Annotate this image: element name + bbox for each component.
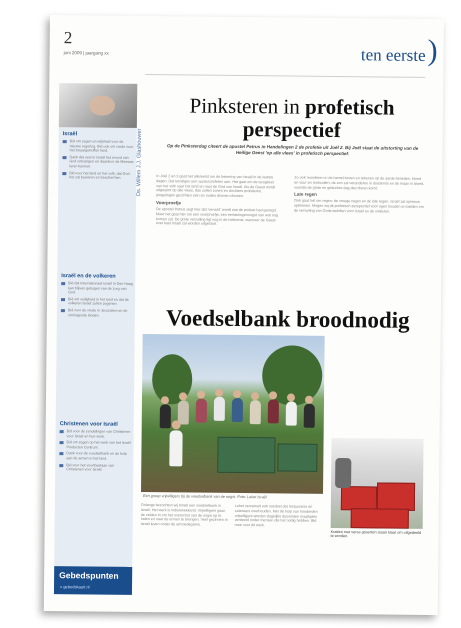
green-bin — [277, 443, 317, 471]
section-title — [360, 33, 438, 68]
list-item: Bid om veiligheid in het land en dat de volkeren Israël zullen zegenen. — [61, 297, 133, 307]
list-item: Bid om zegen en wijsheid voor de nieuwe regering. Bid ook om vrede voor het zwaargetroffen land. — [63, 139, 135, 154]
person-figure — [232, 398, 243, 422]
sidebar-section-israel — [62, 131, 135, 183]
list-item: Bid dat Internationaal Israël in Den Haag kan blijven getuigen van de zorg van God. — [61, 281, 133, 296]
red-crate — [351, 508, 409, 529]
list-item: Bid voor het land en het volk, dat God het zal bewaren en beschermen. — [62, 171, 134, 181]
date-line: juni 2009 | jaargang xx — [63, 50, 109, 56]
page-number: 2 — [63, 28, 73, 48]
green-bin — [217, 437, 275, 474]
person-head — [179, 392, 187, 400]
person-figure — [196, 399, 207, 423]
sidebar-list — [62, 139, 134, 181]
person-figure — [268, 399, 279, 423]
bracket-icon: ) — [427, 33, 438, 68]
gebedspunten-link[interactable]: » gebedskaart.nl — [59, 584, 90, 590]
body-text: Onlangs bezochten wij Israël een voedselbank in Israël. Het werk is indrukwekkend. Vrijwilligers gaan de velden in om het overschot van de oogst op te halen en naar de armen te brengen. Veel gezinnen in Israël leven onder de armoedegrens. — [140, 502, 228, 527]
article2-column-2 — [235, 504, 323, 529]
list-item: Dank dat veel in Israël het woord van God ontvangen en daardoor de Messias leren kennen. — [62, 155, 134, 170]
newspaper-page — [44, 15, 444, 615]
person-figure — [286, 401, 297, 425]
person-head — [251, 392, 259, 400]
list-item: Bid voor de vrede in Jeruzalem en de omringende landen. — [61, 308, 133, 318]
article2-column-1 — [141, 503, 229, 528]
header-rule — [145, 74, 425, 78]
sidebar-heading: Christenen voor Israël — [59, 421, 118, 428]
sidebar-list — [61, 281, 133, 318]
person-head — [305, 396, 313, 404]
person-figure — [160, 404, 171, 428]
photo2-caption: Kratten met verse groenten staan klaar om uitgedeeld te worden. — [330, 529, 422, 539]
person-head — [287, 394, 295, 402]
sidebar-list — [59, 429, 131, 473]
photo-caption: Een groep vrijwilligers bij de voedselbank van de oogst. Foto: Leket Israël — [142, 494, 267, 500]
body-text: Leket verzamelt ook voedsel dat restaurants en cateraars overhouden. Met de hulp van honderden vrijwilligers worden dagelijks duizenden maaltijden verdeeld onder mensen die het nodig hebben. Bid mee voor dit werk. — [234, 503, 318, 528]
sidebar-heading: Israël — [62, 131, 78, 138]
red-crate — [341, 486, 377, 510]
sidebar-heading: Israël en de volkeren — [61, 273, 116, 280]
person-head — [172, 420, 181, 429]
person-figure — [250, 400, 261, 424]
author-byline — [136, 126, 151, 206]
section-title-text: ten eerste — [360, 45, 426, 65]
article-title — [157, 94, 427, 143]
person-head — [233, 390, 241, 398]
subheading: Late regen — [294, 191, 317, 198]
person-figure — [335, 458, 351, 488]
article-lead: Op de Pinksterdag citeert de apostel Petrus in Handelingen 2 de profetie uit Joël 2. Bij Joël staat de uitstorting van de Heilige Geest 'op alle vlees' in profetisch perspectief. — [166, 143, 419, 156]
text-block — [156, 174, 280, 199]
article2-title: Voedselbank broodnodig — [165, 305, 410, 333]
prayer-sidebar — [54, 83, 137, 590]
article-column-1 — [156, 174, 281, 227]
person-figure — [214, 397, 225, 421]
body-text: In Joël 2 en 3 gaat het allereerst om de bekering van Israël in de laatste dagen. Dat kondigen een aantal profeten aan. Het gaat om de terugkeer van het volk naar het land en naar de God van Israël. Als de Geest wordt uitgestort op alle vlees, dan zullen zonen en dochters profeteren, jongelingen gezichten zien en ouden dromen dromen. — [156, 174, 276, 199]
list-item: Dank voor de voedselbank en de hulp aan de armen in het land. — [59, 451, 131, 461]
list-item: Bid voor het voortbestaan van Christenen voor Israël. — [59, 463, 131, 473]
person-head — [269, 391, 277, 399]
volunteers-group-photo — [141, 334, 325, 494]
body-text: Ook gaat het om regen: de vroege regen en de late regen. Israël zal opnieuw opbloeien. Mogen wij dit profetisch perspectief voor ogen houden en bidden om de vervulling van Gods beloften voor Israël en de volkeren. — [293, 198, 424, 214]
body-text: De apostel Petrus zegt hier dat 'vervuld' wordt wat de profeet had gezegd. Maar het gaat hier om een voorproefje, een eerstelingenoogst van wat nog komen zal. De grote vervulling ligt nog in de toekomst, wanneer de Geest over heel Israël zal worden uitgestort. — [155, 207, 278, 227]
title-emphasis: profetisch — [304, 94, 395, 120]
person-head — [161, 396, 169, 404]
sidebar-section-cvi — [59, 421, 132, 475]
title-line-2: perspectief — [242, 117, 341, 143]
hands-shape — [89, 95, 115, 115]
sidebar-section-nations — [61, 273, 133, 320]
subheading: Voorproefje — [156, 200, 181, 206]
body-text: Zo ook 'wonderen in de hemel boven en tekenen op de aarde beneden, bloed en vuur en rookzuilen; de zon zal veranderen in duisternis en de maan in bloed, voordat de grote en geduchte dag des Heren komt'. — [294, 175, 425, 191]
list-item: Bid voor de zendelingen van Christenen voor Israël en hun werk. — [60, 429, 132, 439]
red-crate — [377, 482, 415, 510]
gebedspunten-title: Gebedspunten — [59, 570, 119, 581]
person-figure — [169, 430, 182, 466]
praying-hands-photo — [59, 83, 137, 128]
person-head — [197, 391, 205, 399]
list-item: Bid om zegen op het werk van het Israël Producten Centrum. — [59, 440, 131, 450]
person-head — [215, 389, 223, 397]
author-name: Ds. Willem J.J. Glashouwer — [136, 128, 143, 196]
person-figure — [304, 404, 315, 428]
article-column-2 — [294, 176, 424, 215]
gebedspunten-box — [54, 566, 132, 595]
vegetable-crates-photo — [331, 438, 424, 529]
title-part: Pinksteren in — [189, 93, 300, 119]
